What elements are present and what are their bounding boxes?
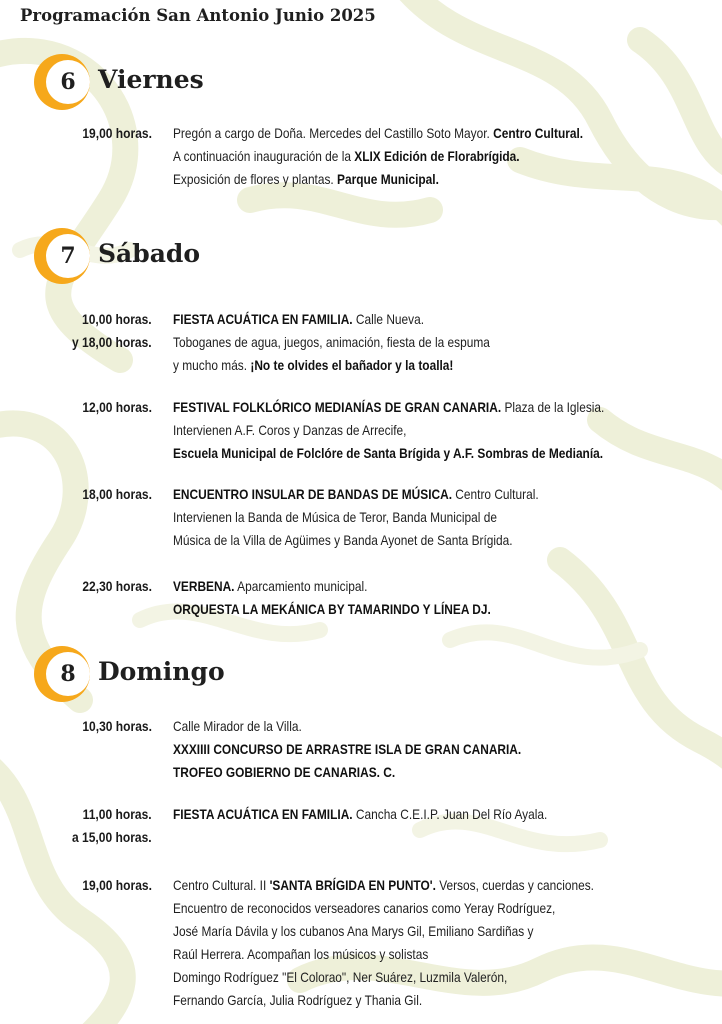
text-segment: Fernando García, Julia Rodríguez y Thania Gil. <box>173 992 423 1008</box>
day-name: Viernes <box>98 65 204 94</box>
description-line <box>173 738 521 761</box>
day-name: Domingo <box>98 657 225 686</box>
description-line <box>173 396 604 419</box>
highlighted-text: VERBENA. <box>173 578 235 594</box>
page-title: Programación San Antonio Junio 2025 <box>20 6 376 25</box>
event-time <box>82 483 152 506</box>
description-line <box>173 897 594 920</box>
description-line <box>173 529 539 552</box>
description-line <box>173 122 583 145</box>
highlighted-text: Escuela Municipal de Folclóre de Santa Brígida y A.F. Sombras de Medianía. <box>173 445 604 461</box>
text-segment: Música de la Villa de Agüimes y Banda Ayonet de Santa Brígida. <box>173 532 513 548</box>
day-number: 8 <box>46 652 90 696</box>
description-line <box>173 943 594 966</box>
event-time <box>72 803 152 849</box>
event-time-line: 22,30 horas. <box>82 578 152 594</box>
day-header-domingo <box>34 646 434 702</box>
event-time-line: 12,00 horas. <box>82 399 152 415</box>
highlighted-text: Parque Municipal. <box>337 171 439 187</box>
highlighted-text: FIESTA ACUÁTICA EN FAMILIA. <box>173 311 353 327</box>
text-segment: Pregón a cargo de Doña. Mercedes del Castillo Soto Mayor. <box>173 125 494 141</box>
text-segment: José María Dávila y los cubanos Ana Marys Gil, Emiliano Sardiñas y <box>173 923 534 939</box>
event-time-line: 10,30 horas. <box>82 718 152 734</box>
event-description <box>173 575 491 621</box>
description-line <box>173 920 594 943</box>
day-header-viernes <box>34 54 434 110</box>
event-time <box>82 122 152 145</box>
text-segment: Toboganes de agua, juegos, animación, fiesta de la espuma <box>173 334 490 350</box>
text-segment: Aparcamiento municipal. <box>234 578 368 594</box>
text-segment: A continuación inauguración de la <box>173 148 355 164</box>
event-description <box>173 308 490 377</box>
description-line <box>173 308 490 331</box>
event-description <box>173 874 594 1012</box>
event-time-line: 10,00 horas. <box>82 311 152 327</box>
day-header-sabado <box>34 228 434 284</box>
text-segment: Intervienen A.F. Coros y Danzas de Arrecife, <box>173 422 407 438</box>
text-segment: Cancha C.E.I.P. Juan Del Río Ayala. <box>352 806 548 822</box>
highlighted-text: ENCUENTRO INSULAR DE BANDAS DE MÚSICA. <box>173 486 452 502</box>
text-segment: y mucho más. <box>173 357 251 373</box>
highlighted-text: XXXIIII CONCURSO DE ARRASTRE ISLA DE GRAN CANARIA. <box>173 741 522 757</box>
description-line <box>173 354 490 377</box>
text-segment: Plaza de la Iglesia. <box>501 399 605 415</box>
text-segment: Domingo Rodríguez "El Colorao", Ner Suárez, Luzmila Valerón, <box>173 969 508 985</box>
event-time <box>82 874 152 897</box>
event-description <box>173 396 604 465</box>
highlighted-text: XLIX Edición de Florabrígida. <box>354 148 520 164</box>
description-line <box>173 598 491 621</box>
event-description <box>173 803 547 826</box>
description-line <box>173 419 604 442</box>
description-line <box>173 145 583 168</box>
text-segment: Calle Nueva. <box>352 311 425 327</box>
text-segment: Centro Cultural. II <box>173 877 270 893</box>
highlighted-text: ORQUESTA LA MEKÁNICA BY TAMARINDO Y LÍNEA DJ. <box>173 601 491 617</box>
event-time <box>82 396 152 419</box>
description-line <box>173 442 604 465</box>
text-segment: Intervienen la Banda de Música de Teror, Banda Municipal de <box>173 509 497 525</box>
event-time <box>82 715 152 738</box>
highlighted-text: ¡No te olvides el bañador y la toalla! <box>250 357 454 373</box>
highlighted-text: TROFEO GOBIERNO DE CANARIAS. C. <box>173 764 396 780</box>
description-line <box>173 761 521 784</box>
text-segment: Exposición de flores y plantas. <box>173 171 338 187</box>
event-time-line: 11,00 horas. <box>83 806 152 822</box>
highlighted-text: FESTIVAL FOLKLÓRICO MEDIANÍAS DE GRAN CANARIA. <box>173 399 502 415</box>
text-segment: Versos, cuerdas y canciones. <box>435 877 594 893</box>
description-line <box>173 803 547 826</box>
text-segment: Encuentro de reconocidos verseadores canarios como Yeray Rodríguez, <box>173 900 556 916</box>
description-line <box>173 506 539 529</box>
event-time-line: 19,00 horas. <box>82 877 152 893</box>
highlighted-text: FIESTA ACUÁTICA EN FAMILIA. <box>173 806 353 822</box>
description-line <box>173 575 491 598</box>
description-line <box>173 483 539 506</box>
event-description <box>173 122 583 191</box>
description-line <box>173 715 521 738</box>
event-time <box>82 575 152 598</box>
event-time-line: 18,00 horas. <box>82 486 152 502</box>
event-time-line: a 15,00 horas. <box>72 829 152 845</box>
description-line <box>173 168 583 191</box>
description-line <box>173 331 490 354</box>
description-line <box>173 966 594 989</box>
text-segment: Centro Cultural. <box>451 486 539 502</box>
day-number: 6 <box>46 60 90 104</box>
event-description <box>173 483 539 552</box>
description-line <box>173 874 594 897</box>
day-number: 7 <box>46 234 90 278</box>
event-time-line: 19,00 horas. <box>82 125 152 141</box>
description-line <box>173 989 594 1012</box>
event-time <box>72 308 152 354</box>
text-segment: Raúl Herrera. Acompañan los músicos y solistas <box>173 946 429 962</box>
day-name: Sábado <box>98 239 201 268</box>
highlighted-text: Centro Cultural. <box>493 125 584 141</box>
highlighted-text: 'SANTA BRÍGIDA EN PUNTO'. <box>269 877 436 893</box>
event-time-line: y 18,00 horas. <box>72 334 152 350</box>
event-description <box>173 715 521 784</box>
text-segment: Calle Mirador de la Villa. <box>173 718 302 734</box>
